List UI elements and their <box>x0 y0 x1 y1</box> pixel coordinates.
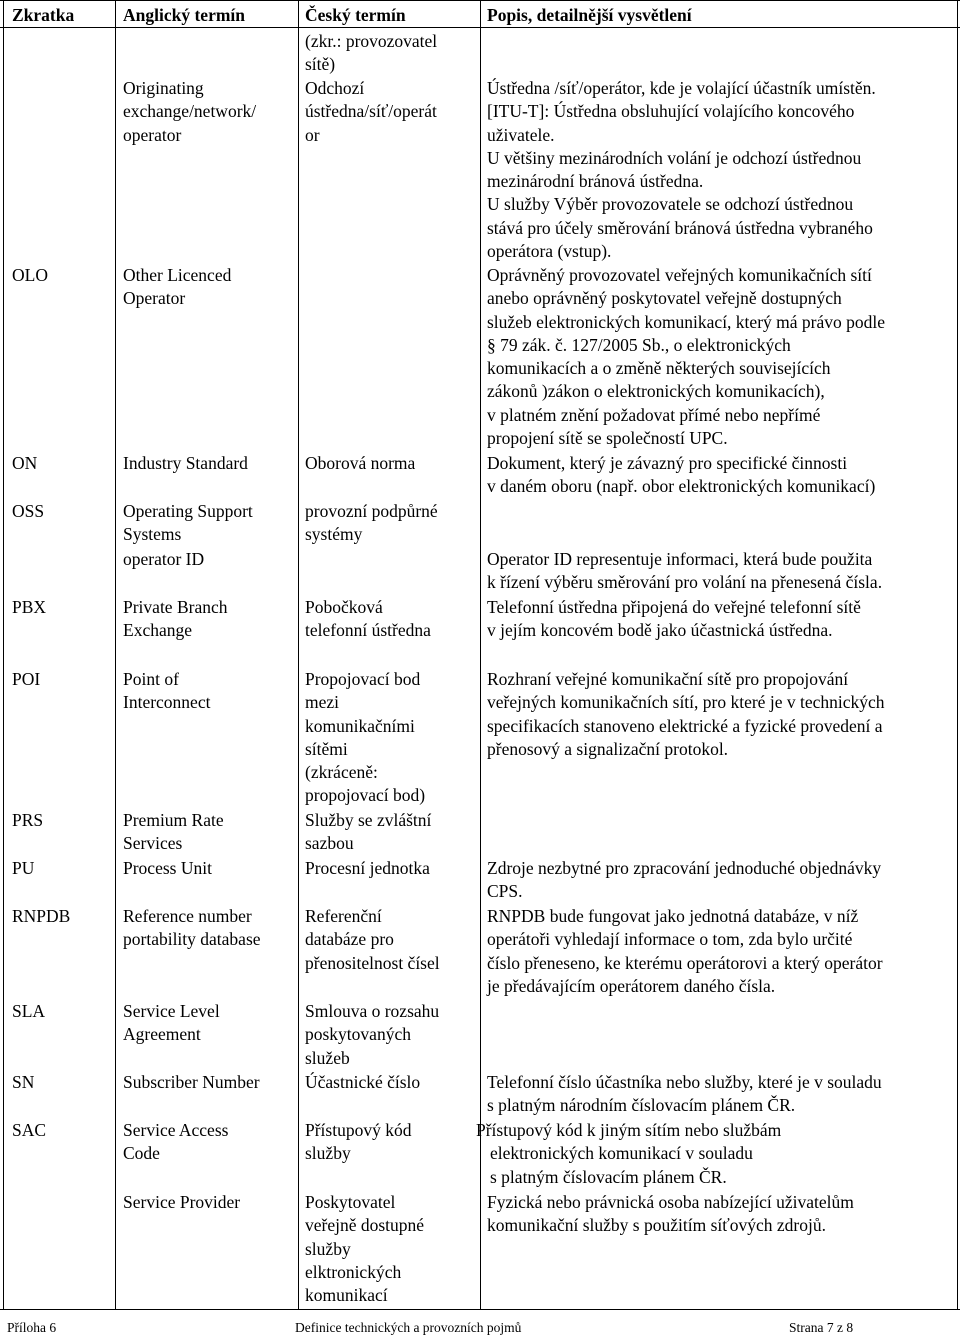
abbr-sla: SLA <box>12 1001 46 1021</box>
term-pbx-cz: Pobočková telefonní ústředna <box>305 597 431 641</box>
term-olo-en: Other Licenced Operator <box>123 265 232 309</box>
term-sn-cz: Účastnické číslo <box>305 1072 421 1092</box>
header-description: Popis, detailnější vysvětlení <box>487 5 692 25</box>
term-sla-en: Service Level Agreement <box>123 1001 220 1045</box>
table-border-bottom <box>0 1309 960 1310</box>
term-oss-en: Operating Support Systems <box>123 501 253 545</box>
column-divider <box>115 0 116 1310</box>
abbr-sn: SN <box>12 1072 35 1092</box>
table-row-cz: (zkr.: provozovatel sítě) <box>305 31 438 75</box>
term-operator-id-en: operator ID <box>123 549 205 569</box>
column-divider <box>298 0 299 1310</box>
term-pbx-desc: Telefonní ústředna připojená do veřejné telefonní sítě v jejím koncovém bodě jako účastnická ústředna. <box>487 597 861 641</box>
footer-page-number: Strana 7 z 8 <box>789 1320 854 1335</box>
term-poi-desc: Rozhraní veřejné komunikační sítě pro propojování veřejných komunikačních sítí, pro které je v technických specifikacích stanoveno elektrické a fyzické provedení a přenosový a signalizační protokol. <box>487 669 885 759</box>
term-prs-en: Premium Rate Services <box>123 810 224 854</box>
term-pbx-en: Private Branch Exchange <box>123 597 228 641</box>
term-on-en: Industry Standard <box>123 453 248 473</box>
table-border-left <box>3 0 4 1310</box>
table-border-top <box>0 0 960 1</box>
term-on-cz: Oborová norma <box>305 453 416 473</box>
footer-appendix: Příloha 6 <box>7 1320 57 1335</box>
abbr-pbx: PBX <box>12 597 47 617</box>
abbr-on: ON <box>12 453 38 473</box>
abbr-olo: OLO <box>12 265 48 285</box>
term-originating-en: Originating exchange/network/ operator <box>123 78 257 145</box>
term-sac-en: Service Access Code <box>123 1120 229 1164</box>
abbr-poi: POI <box>12 669 41 689</box>
abbr-oss: OSS <box>12 501 45 521</box>
abbr-sac: SAC <box>12 1120 47 1140</box>
column-divider <box>480 0 481 1310</box>
term-rnpdb-cz: Referenční databáze pro přenositelnost čísel <box>305 906 440 973</box>
abbr-rnpdb: RNPDB <box>12 906 71 926</box>
term-rnpdb-desc: RNPDB bude fungovat jako jednotná databáze, v níž operátoři vyhledají informace o tom, zda bylo určité číslo přeneseno, ke kterému operátorovi a který operátor je předávajícím operátorem daného čísla. <box>487 906 883 996</box>
term-service-provider-desc: Fyzická nebo právnická osoba nabízející uživatelům komunikační služby s použitím síťových zdrojů. <box>487 1192 854 1236</box>
term-sac-desc: Přístupový kód k jiným sítím nebo službám elektronických komunikací v souladu s platným číslovacím plánem ČR. <box>476 1120 782 1187</box>
term-service-provider-cz: Poskytovatel veřejně dostupné služby elktronických komunikací <box>305 1192 425 1306</box>
term-rnpdb-en: Reference number portability database <box>123 906 261 950</box>
term-poi-en: Point of Interconnect <box>123 669 211 713</box>
header-abbr: Zkratka <box>12 5 75 25</box>
term-originating-cz: Odchozí ústředna/síť/operát or <box>305 78 437 145</box>
header-czech-term: Český termín <box>305 5 406 25</box>
term-sn-en: Subscriber Number <box>123 1072 260 1092</box>
table-border-right <box>957 0 958 1310</box>
term-on-desc: Dokument, který je závazný pro specifické činnosti v daném oboru (např. obor elektronických komunikací) <box>487 453 876 497</box>
footer-title: Definice technických a provozních pojmů <box>295 1320 522 1335</box>
term-poi-cz: Propojovací bod mezi komunikačními sítěmi (zkráceně: propojovací bod) <box>305 669 426 806</box>
abbr-pu: PU <box>12 858 35 878</box>
term-sn-desc: Telefonní číslo účastníka nebo služby, které je v souladu s platným národním číslovacím plánem ČR. <box>487 1072 882 1116</box>
term-pu-en: Process Unit <box>123 858 212 878</box>
term-originating-desc: Ústředna /síť/operátor, kde je volající účastník umístěn. [ITU-T]: Ústředna obsluhující volajícího koncového uživatele. U většiny mezinárodních volání je odchozí ústřednou mezinárodní bránová ústředna. U služby Výběr provozovatele se odchozí ústřednou stává pro účely směrování bránová ústředna vybraného operátora (vstup). <box>487 78 876 262</box>
term-olo-desc: Oprávněný provozovatel veřejných komunikačních sítí anebo oprávněný poskytovatel veřejně dostupných služeb elektronických komunikací, který má právo podle § 79 zák. č. 127/2005 Sb., o elektronických komunikacích a o změně některých souvisejících zákonů )zákon o elektronických komunikacích), v platném znění požadovat přímé nebo nepřímé propojení sítě se společností UPC. <box>487 265 885 449</box>
term-pu-desc: Zdroje nezbytné pro zpracování jednoduché objednávky CPS. <box>487 858 882 902</box>
term-oss-cz: provozní podpůrné systémy <box>305 501 438 545</box>
term-sac-cz: Přístupový kód služby <box>305 1120 412 1164</box>
term-pu-cz: Procesní jednotka <box>305 858 430 878</box>
term-service-provider-en: Service Provider <box>123 1192 241 1212</box>
term-prs-cz: Služby se zvláštní sazbou <box>305 810 432 854</box>
term-operator-id-desc: Operator ID representuje informaci, která bude použita k řízení výběru směrování pro volání na přenesená čísla. <box>487 549 883 593</box>
abbr-prs: PRS <box>12 810 44 830</box>
term-sla-cz: Smlouva o rozsahu poskytovaných služeb <box>305 1001 440 1068</box>
header-english-term: Anglický termín <box>123 5 246 25</box>
